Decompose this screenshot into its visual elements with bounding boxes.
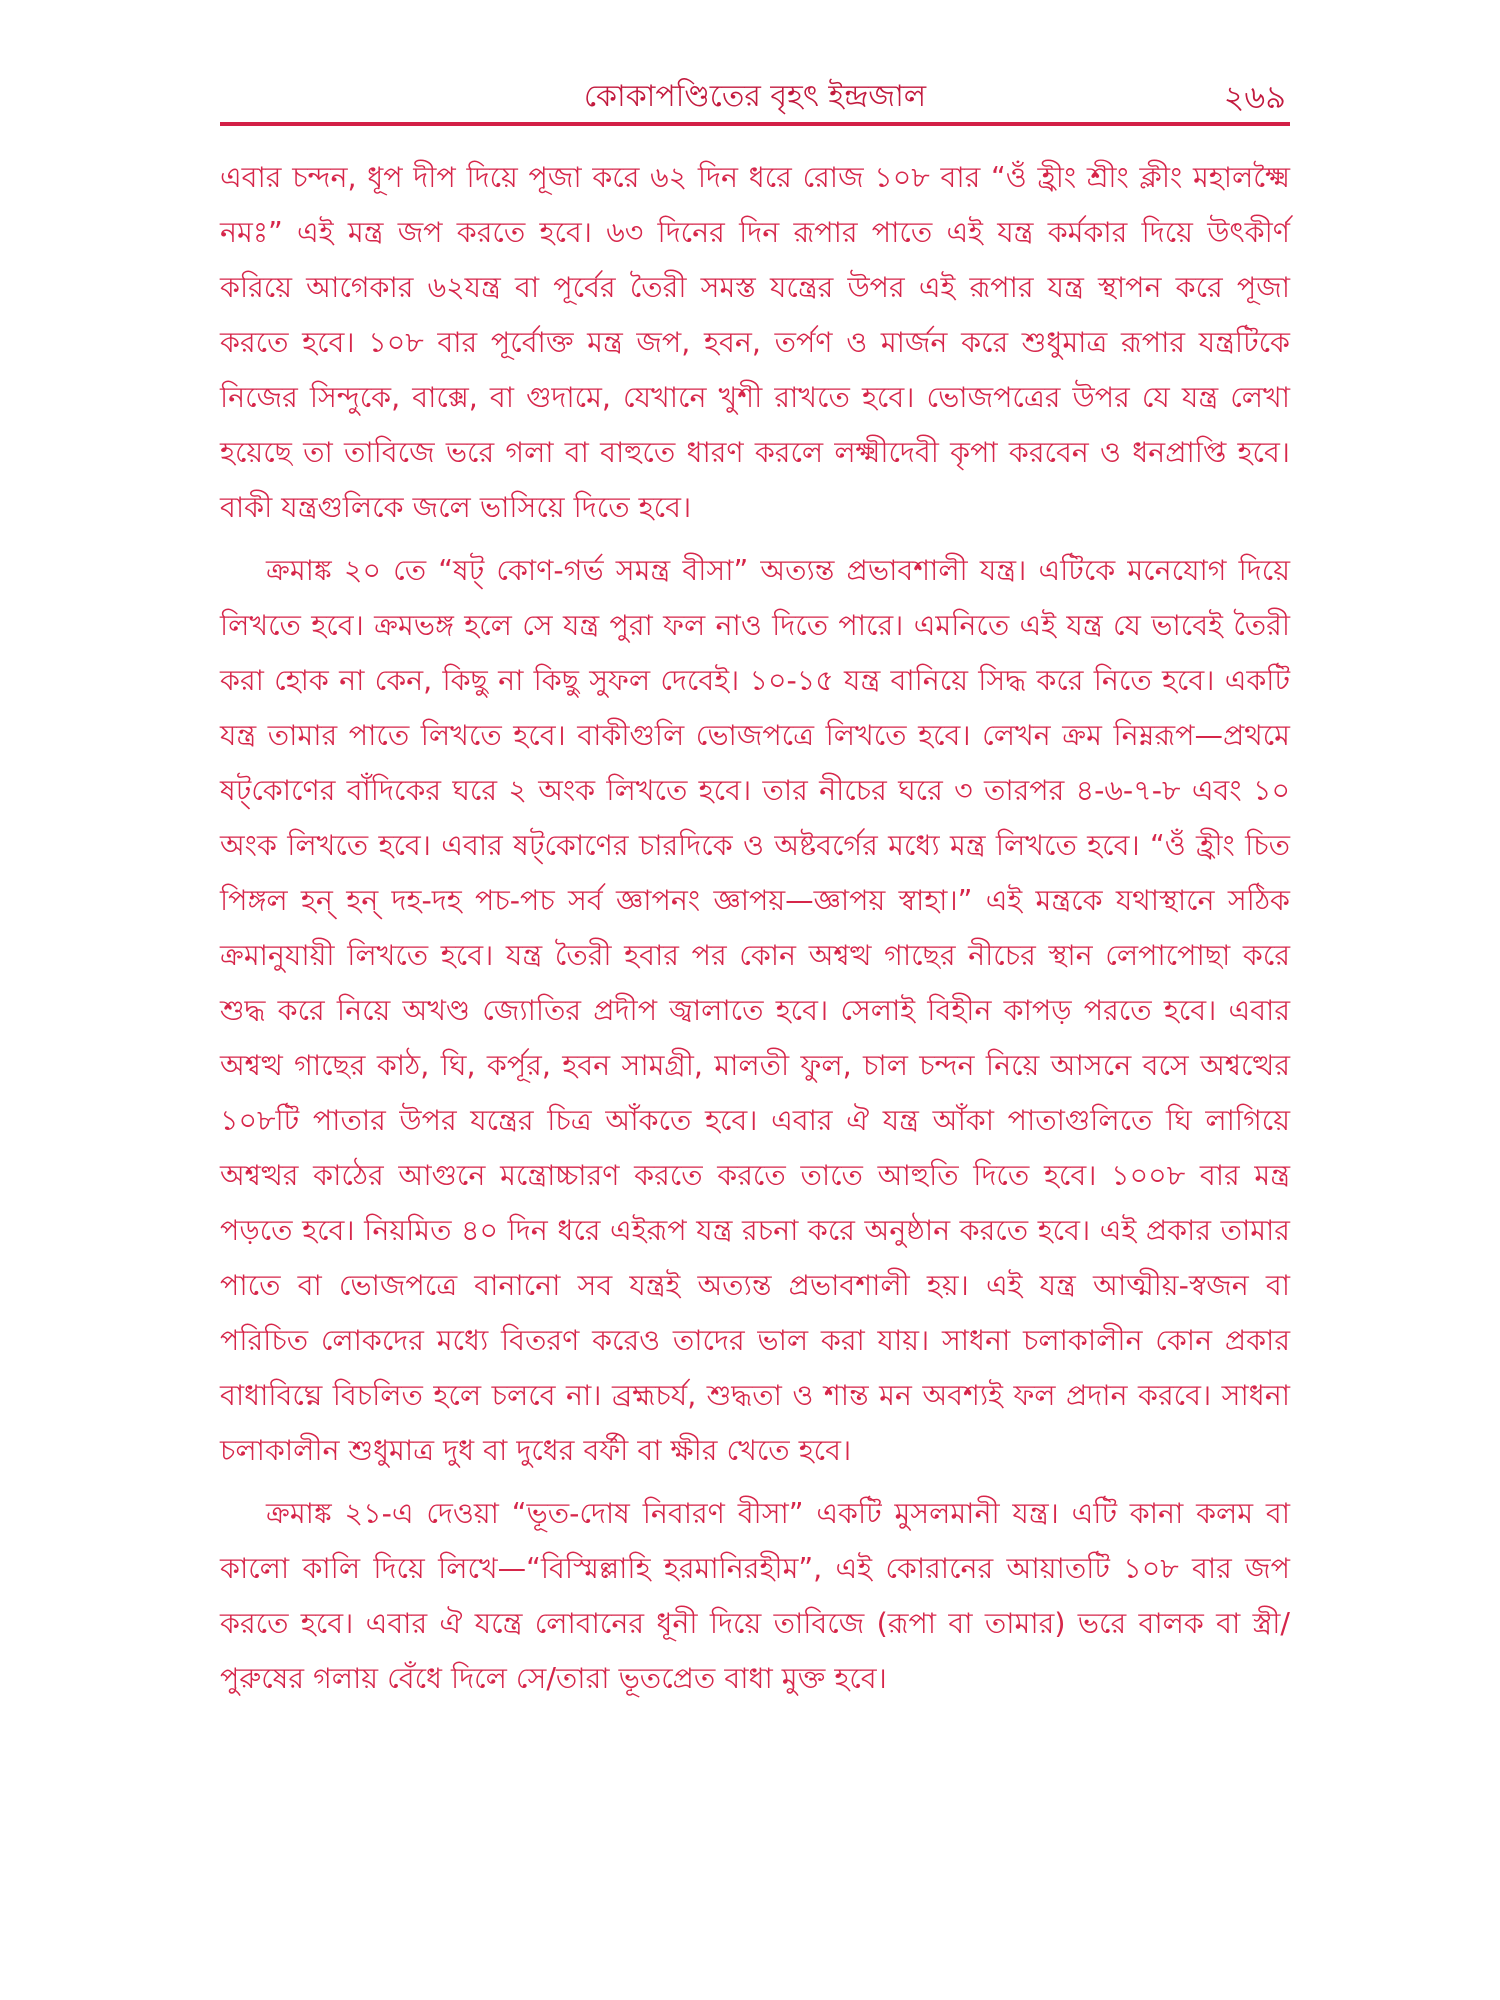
page-number: ২৬৯ <box>1223 78 1286 116</box>
paragraph-2: ক্রমাঙ্ক ২০ তে “ষট্ কোণ-গর্ভ সমন্ত্র বীসা” অত্যন্ত প্রভাবশালী যন্ত্র। এটিকে মনেযোগ দিয়ে লিখতে হবে। ক্রমভঙ্গ হলে সে যন্ত্র পুরা ফল নাও দিতে পারে। এমনিতে এই যন্ত্র যে ভাবেই তৈরী করা হোক না কেন, কিছু না কিছু সুফল দেবেই। ১০-১৫ যন্ত্র বানিয়ে সিদ্ধ করে নিতে হবে। একটি যন্ত্র তামার পাতে লিখতে হবে। বাকীগুলি ভোজপত্রে লিখতে হবে। লেখন ক্রম নিম্নরূপ—প্রথমে ষট্‌কোণের বাঁদিকের ঘরে ২ অংক লিখতে হবে। তার নীচের ঘরে ৩ তারপর ৪-৬-৭-৮ এবং ১০ অংক লিখতে হবে। এবার ষট্‌কোণের চারদিকে ও অষ্টবর্গের মধ্যে মন্ত্র লিখতে হবে। “ওঁ হ্রীং চিত পিঙ্গল হন্ হন্ দহ-দহ পচ-পচ সর্ব জ্ঞাপনং জ্ঞাপয়—জ্ঞাপয় স্বাহা।” এই মন্ত্রকে যথাস্থানে সঠিক ক্রমানুযায়ী লিখতে হবে। যন্ত্র তৈরী হবার পর কোন অশ্বত্থ গাছের নীচের স্থান লেপাপোছা করে শুদ্ধ করে নিয়ে অখণ্ড জ্যোতির প্রদীপ জ্বালাতে হবে। সেলাই বিহীন কাপড় পরতে হবে। এবার অশ্বত্থ গাছের কাঠ, ঘি, কর্পূর, হবন সামগ্রী, মালতী ফুল, চাল চন্দন নিয়ে আসনে বসে অশ্বত্থের ১০৮টি পাতার উপর যন্ত্রের চিত্র আঁকতে হবে। এবার ঐ যন্ত্র আঁকা পাতাগুলিতে ঘি লাগিয়ে অশ্বত্থর কাঠের আগুনে মন্ত্রোচ্চারণ করতে করতে তাতে আহুতি দিতে হবে। ১০০৮ বার মন্ত্র পড়তে হবে। নিয়মিত ৪০ দিন ধরে এইরূপ যন্ত্র রচনা করে অনুষ্ঠান করতে হবে। এই প্রকার তামার পাতে বা ভোজপত্রে বানানো সব যন্ত্রই অত্যন্ত প্রভাবশালী হয়। এই যন্ত্র আত্মীয়-স্বজন বা পরিচিত লোকদের মধ্যে বিতরণ করেও তাদের ভাল করা যায়। সাধনা চলাকালীন কোন প্রকার বাধাবিঘ্নে বিচলিত হলে চলবে না। ব্রহ্মচর্য, শুদ্ধতা ও শান্ত মন অবশ্যই ফল প্রদান করবে। সাধনা চলাকালীন শুধুমাত্র দুধ বা দুধের বর্ফী বা ক্ষীর খেতে হবে। <box>220 554 1290 1467</box>
body-text <box>220 150 1290 1706</box>
paragraph-1: এবার চন্দন, ধূপ দীপ দিয়ে পূজা করে ৬২ দিন ধরে রোজ ১০৮ বার “ওঁ হ্রীং শ্রীং ক্লীং মহালক্ষ্মৈ নমঃ” এই মন্ত্র জপ করতে হবে। ৬৩ দিনের দিন রূপার পাতে এই যন্ত্র কর্মকার দিয়ে উৎকীর্ণ করিয়ে আগেকার ৬২যন্ত্র বা পূর্বের তৈরী সমস্ত যন্ত্রের উপর এই রূপার যন্ত্র স্থাপন করে পূজা করতে হবে। ১০৮ বার পূর্বোক্ত মন্ত্র জপ, হবন, তর্পণ ও মার্জন করে শুধুমাত্র রূপার যন্ত্রটিকে নিজের সিন্দুকে, বাক্সে, বা গুদামে, যেখানে খুশী রাখতে হবে। ভোজপত্রের উপর যে যন্ত্র লেখা হয়েছে তা তাবিজে ভরে গলা বা বাহুতে ধারণ করলে লক্ষ্মীদেবী কৃপা করবেন ও ধনপ্রাপ্তি হবে। বাকী যন্ত্রগুলিকে জলে ভাসিয়ে দিতে হবে। <box>220 161 1290 524</box>
book-page <box>220 60 1290 1960</box>
paragraph-3: ক্রমাঙ্ক ২১-এ দেওয়া “ভূত-দোষ নিবারণ বীসা” একটি মুসলমানী যন্ত্র। এটি কানা কলম বা কালো কালি দিয়ে লিখে—“বিস্মিল্লাহি হরমানিরহীম”, এই কোরানের আয়াতটি ১০৮ বার জপ করতে হবে। এবার ঐ যন্ত্রে লোবানের ধূনী দিয়ে তাবিজে (রূপা বা তামার) ভরে বালক বা স্ত্রী/পুরুষের গলায় বেঁধে দিলে সে/তারা ভূতপ্রেত বাধা মুক্ত হবে। <box>220 1497 1290 1695</box>
running-header <box>220 60 1290 118</box>
book-title: কোকাপণ্ডিতের বৃহৎ ইন্দ্রজাল <box>583 79 927 114</box>
